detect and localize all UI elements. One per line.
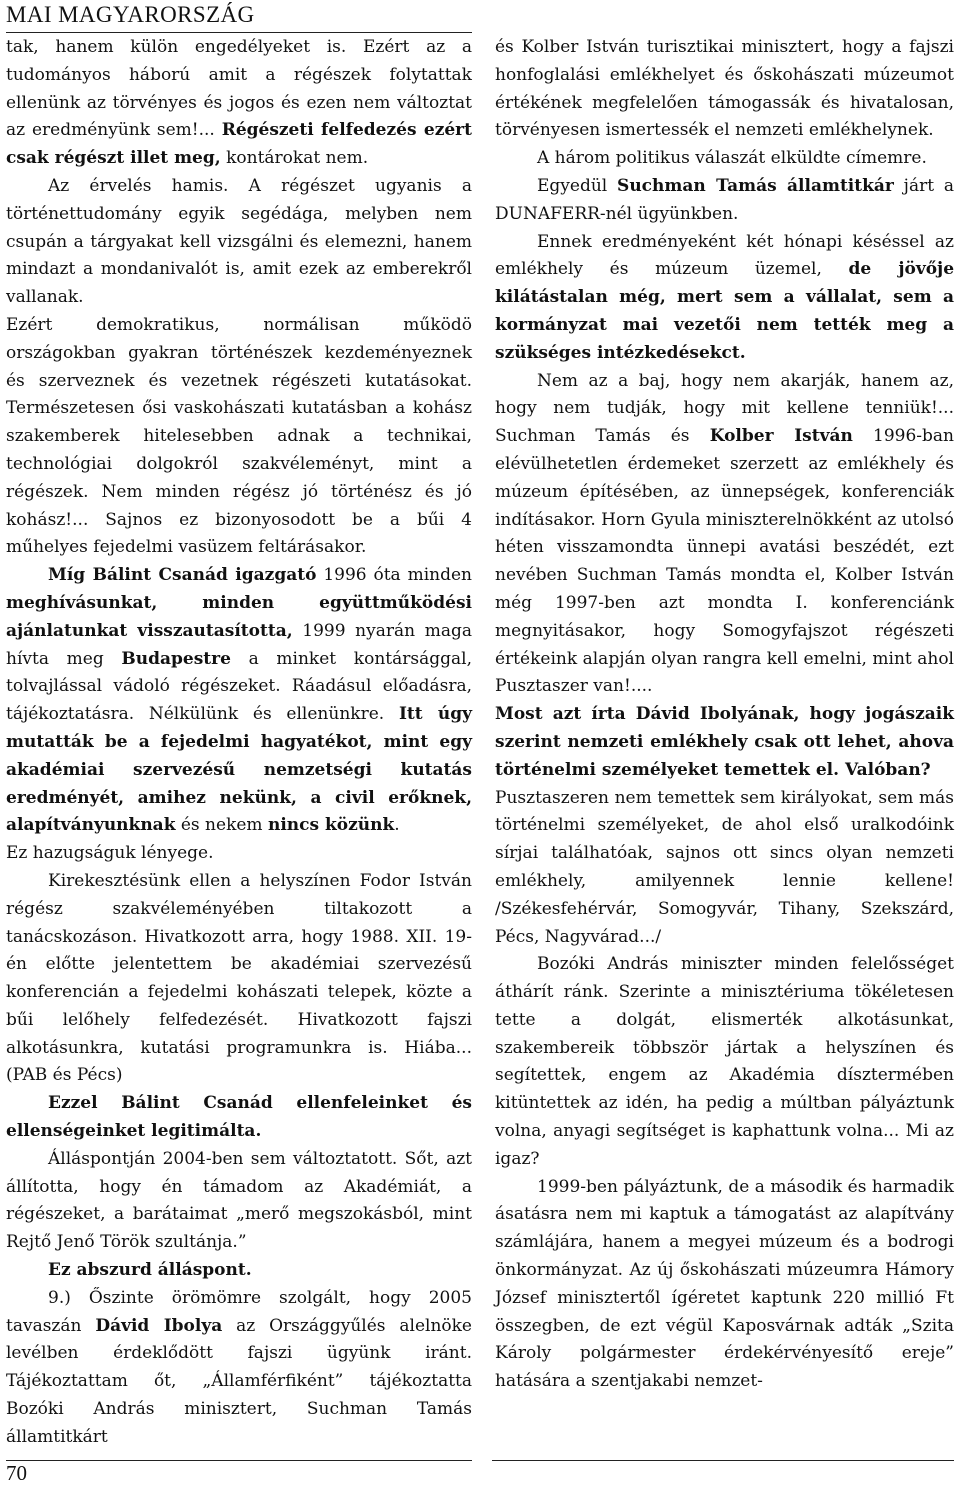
paragraph: és Kolber István turisztikai minisztert, hogy a fajszi honfoglalási emlékhelyet és őskohászati múzeumot értékének megfelelően támogassák és hivatalosan, törvényesen ismertessék el nemzeti emlékhelynek. — [495, 37, 954, 141]
footer-divider — [492, 1460, 954, 1461]
paragraph: Az érvelés hamis. A régészet ugyanis a történettudomány egyik segédága, melyben nem csupán a tárgyakat kell vizsgálni és elemezni, hanem mindazt a mondanivalót is, amit ezek az emberekről vallanak. — [6, 175, 472, 308]
header-divider — [6, 32, 472, 33]
paragraph: Kirekesztésünk ellen a helyszínen Fodor István régész szakvéleményében tiltakozott a tanácskozáson. Hivatkozott arra, hogy 1988. XII. 19-én előtte jelentettem be akadémiai szervezésű konferencián a fejedelmi kohászati telepek, közte a bűi lelőhely felfedezését. Hivatkozott fajszi alkotásunkra, kutatási programunkra is. Hiába... (PAB és Pécs) — [6, 870, 472, 1086]
left-column — [6, 34, 472, 1452]
paragraph: Ez hazugságuk lényege. — [6, 843, 214, 864]
footer-divider — [6, 1460, 472, 1461]
paragraph: Nem az a baj, hogy nem akarják, hanem az, hogy nem tudják, hogy mit kellene tenniük!... Suchman Tamás és Kolber István 1996-ban elévülhetetlen érdemeket szerzett az emlékhely és múzeum építésében, az ünnepségek, konferenciák indításakor. Horn Gyula miniszterelnökként az utolsó héten visszamondta ünnepi avatási beszédét, ezt nevében Suchman Tamás mondta el, Kolber István még 1997-ben azt mondta I. konferenciánk megnyitásakor, hogy Somogyfajszot régészeti értékeink alapján olyan rangra kell emelni, mint ahol Pusztaszer van!.... — [495, 370, 954, 697]
paragraph: Ezzel Bálint Csanád ellenfeleinket és ellenségeinket legitimálta. — [6, 1093, 472, 1142]
paragraph: Egyedül Suchman Tamás államtitkár járt a DUNAFERR-nél ügyünkben. — [495, 175, 954, 224]
right-column — [495, 34, 954, 1396]
paragraph: Ezért demokratikus, normálisan működö országokban gyakran történészek kezdeményeznek és szerveznek és vezetnek régészeti kutatásokat. Természetesen ősi vaskohászati kutatásban a kohász szakemberek hitelesebben adnak a technikai, technológiai dolgokról szakvéleményt, mint a régészek. Nem minden régész jó történész és jó kohász!... Sajnos ez bizonyosodott be a bűi 4 műhelyes fejedelmi vasüzem feltárásakor. — [6, 314, 472, 558]
paragraph: Álláspontján 2004-ben sem változtatott. Sőt, azt állította, hogy én támadom az Akadémiát, a régészeket, a barátaimat „merő megszokásból, mint Rejtő Jenő Török szultánja.” — [6, 1148, 472, 1253]
paragraph: Bozóki András miniszter minden felelősséget áthárít ránk. Szerinte a minisztériuma tökéletesen tette a dolgát, elismerték alkotásunkat, szakembereik többször jártak a helyszínen és segítettek, engem az Akadémia dísztermében kitüntettek az idén, ha pedig a múltban pályáztunk volna, anyagi segítséget is kaphattunk volna... Mi az igaz? — [495, 954, 954, 1169]
paragraph: Pusztaszeren nem temettek sem királyokat, sem más történelmi személyeket, de ahol első uralkodóink sírjai találhatóak, sajnos ott sincs olyan nemzeti emlékhely, amilyennek lennie kellene! /Székesfehérvár, Somogyvár, Tihany, Szekszárd, Pécs, Nagyvárad.../ — [495, 787, 954, 947]
paragraph: A három politikus válaszát elküldte címemre. — [537, 148, 927, 169]
paragraph: Most azt írta Dávid Ibolyának, hogy jogászaik szerint nemzeti emlékhely csak ott lehet, ahova történelmi személyeket temettek el. Valóban? — [495, 704, 954, 780]
paragraph: 9.) Őszinte örömömre szolgált, hogy 2005 tavaszán Dávid Ibolya az Országgyűlés alelnöke levélben érdeklődött fajszi ügyünk iránt. Tájékoztattam őt, „Államférfiként” tájékoztatta Bozóki András minisztert, Suchman Tamás államtitkárt — [6, 1287, 472, 1447]
page-number: 70 — [6, 1461, 27, 1485]
paragraph: Míg Bálint Csanád igazgató 1996 óta minden meghívásunkat, minden együttműködési ajánlatunkat visszautasította, 1999 nyarán maga hívta meg Budapestre a minket kontársággal, tolvajlással vádoló régészeket. Ráadásul előadásra, tájékoztatásra. Nélkülünk és ellenünkre. Itt úgy mutatták be a fejedelmi hagyatékot, mint egy akadémiai szervezésű nemzetségi kutatás eredményét, amihez nekünk, a civil erőknek, alapítványunknak és nekem nincs közünk. — [6, 565, 472, 836]
paragraph: 1999-ben pályáztunk, de a második és harmadik ásatásra nem mi kaptuk a támogatást az alapítvány számlájára, hanem a megyei múzeum és a bodrogi önkormányzat. Az új őskohászati múzeumra Hámory József minisztertől ígéretet kaptunk 220 millió Ft összegben, de ezt végül Kaposvárnak adták „Szita Károly polgármester érdekérvényesítő ereje” hatására a szentjakabi nemzet- — [495, 1176, 954, 1392]
paragraph: Ez abszurd álláspont. — [48, 1260, 252, 1281]
paragraph: Ennek eredményeként két hónapi késéssel az emlékhely és múzeum üzemel, de jövője kilátástalan még, mert sem a vállalat, sem a kormányzat mai vezetői nem tették meg a szükséges intézkedésekct. — [495, 231, 955, 363]
paragraph: tak, hanem külön engedélyeket is. Ezért az a tudományos háború amit a régészek folytattak ellenünk az törvényes és jogos és ezen nem változtat az eredményünk sem!... Régészeti felfedezés ezért csak régészt illet meg, kontárokat nem. — [6, 37, 472, 169]
publication-header: MAI MAGYARORSZÁG — [6, 2, 255, 27]
